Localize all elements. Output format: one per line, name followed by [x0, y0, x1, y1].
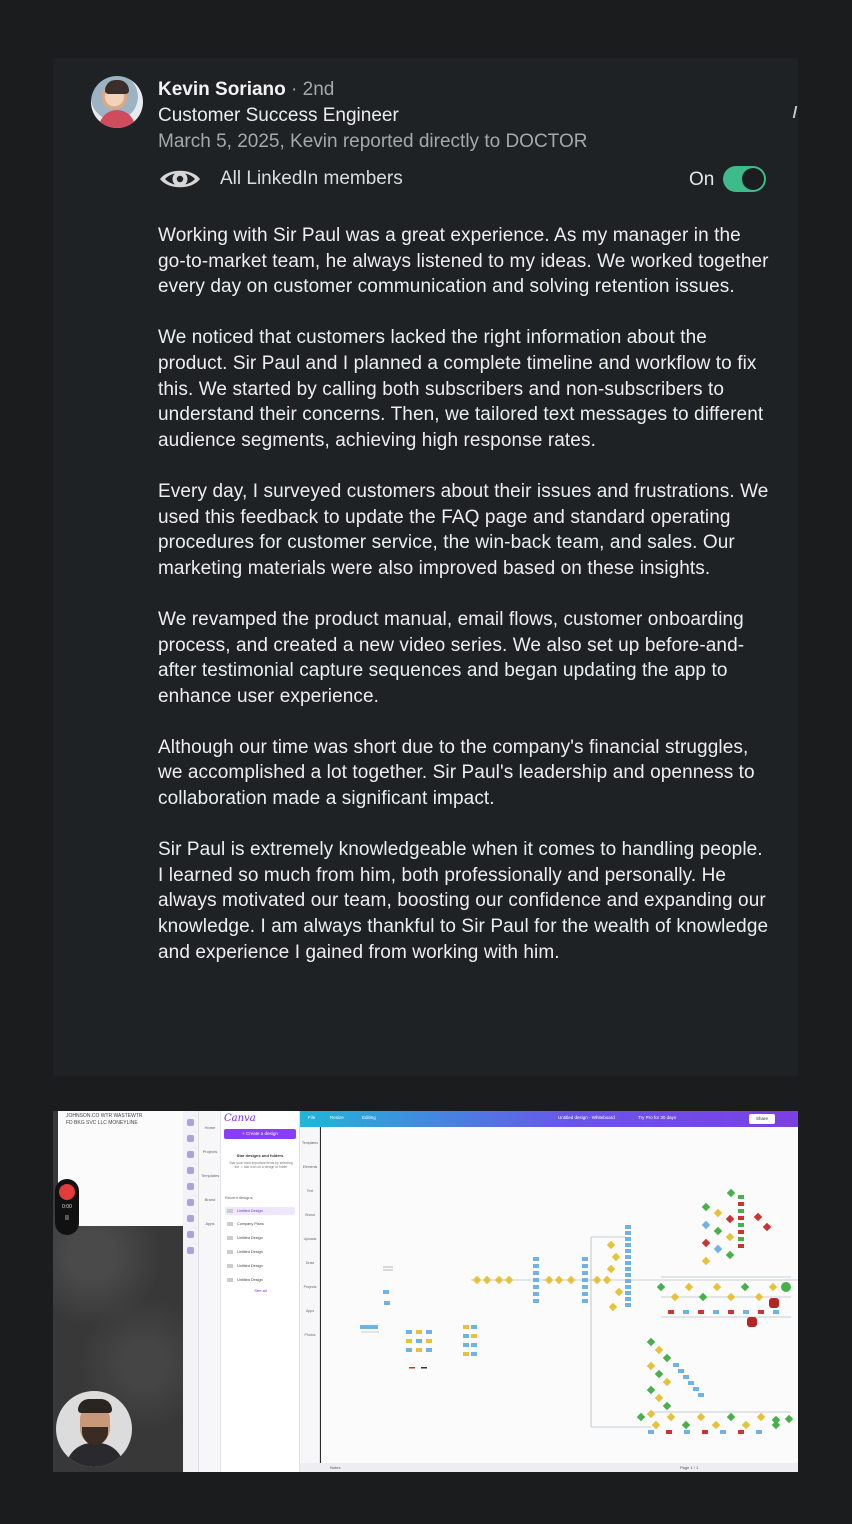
decision-node	[714, 1227, 722, 1235]
eye-icon	[158, 165, 202, 193]
canva-nav	[199, 1111, 221, 1472]
app-icon[interactable]	[187, 1119, 194, 1126]
decision-node	[663, 1378, 671, 1386]
process-node	[366, 1325, 372, 1329]
cam-hair	[78, 1399, 112, 1413]
see-all-link[interactable]: See all	[254, 1288, 267, 1293]
side-uploads[interactable]: Uploads	[303, 1237, 317, 1241]
process-node	[758, 1310, 764, 1314]
process-node	[360, 1325, 366, 1329]
process-node	[582, 1264, 588, 1268]
paragraph: Working with Sir Paul was a great experience. As my manager in the go-to-market team, he always listened to my ideas. We worked together every day on customer communication and solving retention issues.	[158, 225, 769, 298]
decision-node	[763, 1223, 771, 1231]
decision-node	[609, 1303, 617, 1311]
decision-node	[505, 1276, 513, 1284]
nav-brand[interactable]: Brand	[204, 1197, 216, 1202]
process-node	[698, 1310, 704, 1314]
recommendation-date: March 5, 2025, Kevin reported directly to DOCTOR	[158, 131, 588, 152]
embedded-screenshot[interactable]	[53, 1111, 798, 1472]
recent-designs-title: Recent designs	[225, 1195, 253, 1200]
process-node	[426, 1339, 432, 1343]
end-node	[781, 1282, 791, 1292]
decision-node	[555, 1276, 563, 1284]
process-node	[684, 1430, 690, 1434]
process-node	[738, 1223, 744, 1227]
annotation	[409, 1367, 415, 1369]
process-node	[406, 1348, 412, 1352]
decision-node	[663, 1402, 671, 1410]
visibility-toggle[interactable]	[723, 166, 766, 192]
process-node	[406, 1339, 412, 1343]
process-node	[625, 1285, 631, 1289]
decision-node	[702, 1239, 710, 1247]
process-node	[582, 1271, 588, 1275]
avatar[interactable]	[91, 76, 143, 128]
process-node	[533, 1299, 539, 1303]
decision-node	[742, 1421, 750, 1429]
app-icon[interactable]	[187, 1199, 194, 1206]
process-node	[738, 1202, 744, 1206]
profile-name[interactable]: Kevin Soriano	[158, 79, 286, 100]
decision-node	[702, 1257, 710, 1265]
side-brand[interactable]: Brand	[305, 1213, 315, 1217]
process-node	[406, 1330, 412, 1334]
process-node	[533, 1285, 539, 1289]
nav-home[interactable]: Home	[204, 1125, 216, 1130]
decision-node	[655, 1394, 663, 1402]
process-node	[471, 1325, 477, 1329]
process-node	[625, 1243, 631, 1247]
nav-apps[interactable]: Apps	[205, 1221, 215, 1226]
process-node	[738, 1430, 744, 1434]
browser-sidebar	[183, 1111, 199, 1472]
side-apps[interactable]: Apps	[306, 1309, 314, 1313]
decision-node	[702, 1203, 710, 1211]
process-node	[698, 1393, 704, 1397]
side-projects[interactable]: Projects	[303, 1285, 317, 1289]
decision-node	[741, 1283, 749, 1291]
name-line	[158, 79, 334, 101]
process-node	[738, 1230, 744, 1234]
process-node	[688, 1381, 694, 1385]
process-node	[648, 1430, 654, 1434]
avatar-shirt	[99, 110, 135, 128]
pause-button[interactable]: II	[65, 1215, 69, 1222]
doc-line: JOHNSON.CO WTR WASTEWTR	[66, 1113, 143, 1119]
decision-node	[657, 1283, 665, 1291]
process-node	[738, 1244, 744, 1248]
decision-node	[726, 1215, 734, 1223]
cam-beard	[82, 1427, 108, 1445]
process-node	[720, 1430, 726, 1434]
recommendation-card	[53, 58, 798, 1076]
process-node	[372, 1325, 378, 1329]
menu-resize[interactable]: Resize	[330, 1115, 344, 1120]
nav-templates[interactable]: Templates	[201, 1173, 220, 1178]
cam-body	[66, 1443, 124, 1467]
toggle-knob	[742, 168, 764, 190]
side-text[interactable]: Text	[306, 1189, 314, 1193]
edge-mark	[793, 106, 798, 118]
app-icon[interactable]	[187, 1247, 194, 1254]
process-node	[738, 1216, 744, 1220]
editor-status-bar	[300, 1463, 798, 1472]
annotation	[421, 1367, 427, 1369]
decision-node	[647, 1362, 655, 1370]
decision-node	[593, 1276, 601, 1284]
decision-node	[637, 1413, 645, 1421]
paragraph: Although our time was short due to the company's financial struggles, we accomplished a lot together. Sir Paul's leadership and openness to collaboration made a significant impact.	[158, 736, 755, 810]
decision-node	[647, 1338, 655, 1346]
profile-role: Customer Success Engineer	[158, 105, 399, 126]
recent-design-item[interactable]: Untitled Design	[225, 1207, 295, 1215]
decision-node	[483, 1276, 491, 1284]
process-node	[426, 1348, 432, 1352]
decision-node	[612, 1253, 620, 1261]
paragraph: We revamped the product manual, email flows, customer onboarding process, and created a new video series. We also set up before-and-after testimonial capture sequences and began updating the app to enhance user experience.	[158, 608, 745, 707]
canva-home-panel	[221, 1111, 300, 1472]
process-node	[463, 1343, 469, 1347]
decision-node	[699, 1293, 707, 1301]
decision-node	[727, 1189, 735, 1197]
decision-node	[726, 1251, 734, 1259]
decision-node	[615, 1288, 623, 1296]
decision-node	[682, 1421, 690, 1429]
notes-button[interactable]: Notes	[330, 1465, 341, 1470]
recorder-time: 0:00	[62, 1204, 72, 1210]
process-node	[625, 1237, 631, 1241]
side-draw[interactable]: Draw	[305, 1261, 315, 1265]
process-node	[666, 1430, 672, 1434]
process-node	[625, 1267, 631, 1271]
menu-editing[interactable]: Editing	[362, 1115, 376, 1120]
process-node	[625, 1255, 631, 1259]
decision-node	[754, 1213, 762, 1221]
editor-side-panel	[300, 1127, 320, 1472]
decision-node	[603, 1276, 611, 1284]
end-node	[747, 1317, 757, 1327]
webcam-bubble	[56, 1391, 132, 1467]
process-node	[582, 1299, 588, 1303]
process-node	[683, 1375, 689, 1379]
process-node	[625, 1225, 631, 1229]
process-node	[625, 1303, 631, 1307]
recorder-controls	[55, 1179, 79, 1235]
decision-node	[714, 1209, 722, 1217]
process-node	[582, 1285, 588, 1289]
process-node	[773, 1310, 779, 1314]
decision-node	[567, 1276, 575, 1284]
decision-node	[755, 1293, 763, 1301]
create-design-button[interactable]: + Create a design	[224, 1129, 296, 1139]
decision-node	[671, 1293, 679, 1301]
decision-node	[769, 1283, 777, 1291]
page-indicator: Page 1 / 1	[680, 1465, 699, 1470]
decision-node	[667, 1413, 675, 1421]
decision-node	[702, 1221, 710, 1229]
side-photos[interactable]: Photos	[304, 1333, 316, 1337]
recent-design-item[interactable]: Company Plans	[225, 1220, 295, 1228]
toggle-label: On	[689, 169, 715, 190]
process-node	[738, 1195, 744, 1199]
process-node	[625, 1279, 631, 1283]
process-node	[463, 1334, 469, 1338]
decision-node	[713, 1283, 721, 1291]
recent-design-item[interactable]: Untitled Design	[225, 1248, 295, 1256]
decision-node	[655, 1370, 663, 1378]
app-icon[interactable]	[187, 1151, 194, 1158]
decision-node	[647, 1386, 655, 1394]
app-icon[interactable]	[187, 1183, 194, 1190]
process-node	[693, 1387, 699, 1391]
pro-trial-button[interactable]: Try Pro for 30 days	[638, 1115, 677, 1120]
process-node	[463, 1352, 469, 1356]
process-node	[683, 1310, 689, 1314]
process-node	[533, 1271, 539, 1275]
decision-node	[663, 1354, 671, 1362]
desktop-background	[53, 1111, 183, 1472]
process-node	[383, 1290, 389, 1294]
decision-node	[727, 1293, 735, 1301]
decision-node	[607, 1265, 615, 1273]
process-node	[625, 1261, 631, 1265]
flowchart-diagram	[321, 1127, 798, 1463]
doc-title[interactable]: Untitled design - Whiteboard	[558, 1115, 615, 1120]
process-node	[668, 1310, 674, 1314]
visibility-label: All LinkedIn members	[220, 168, 403, 189]
process-node	[416, 1339, 422, 1343]
process-node	[673, 1363, 679, 1367]
side-elements[interactable]: Elements	[302, 1165, 318, 1169]
decision-node	[757, 1413, 765, 1421]
decision-node	[545, 1276, 553, 1284]
process-node	[471, 1334, 477, 1338]
process-node	[625, 1273, 631, 1277]
decision-node	[714, 1245, 722, 1253]
star-title: Star designs and folders	[236, 1153, 284, 1158]
visibility-row	[158, 162, 766, 196]
process-node	[471, 1352, 477, 1356]
doc-line: FD BKG SVC LLC MONEYLINE	[66, 1120, 138, 1126]
process-node	[533, 1257, 539, 1261]
process-node	[756, 1430, 762, 1434]
decision-node	[785, 1415, 793, 1423]
process-node	[582, 1292, 588, 1296]
decision-node	[473, 1276, 481, 1284]
connection-degree: · 2nd	[291, 79, 335, 100]
app-icon[interactable]	[187, 1167, 194, 1174]
app-icon[interactable]	[187, 1135, 194, 1142]
paragraph: We noticed that customers lacked the right information about the product. Sir Paul and I planned a complete timeline and workflow to fix this. We started by calling both subscribers and non-subscribers to understand their concerns. Then, we tailored text messages to different audience segments, achieving high response rates.	[158, 327, 764, 451]
recent-design-item[interactable]: Untitled Design	[225, 1276, 295, 1284]
process-node	[533, 1278, 539, 1282]
process-node	[416, 1330, 422, 1334]
process-node	[678, 1369, 684, 1373]
process-node	[463, 1325, 469, 1329]
decision-node	[655, 1346, 663, 1354]
process-node	[728, 1310, 734, 1314]
recommendation-text	[158, 223, 770, 991]
process-node	[625, 1249, 631, 1253]
process-node	[713, 1310, 719, 1314]
app-icon[interactable]	[187, 1215, 194, 1222]
decision-node	[712, 1421, 720, 1429]
process-node	[384, 1301, 390, 1305]
side-templates[interactable]: Templates	[302, 1141, 318, 1145]
decision-node	[772, 1416, 780, 1424]
process-node	[582, 1278, 588, 1282]
process-node	[533, 1292, 539, 1296]
decision-node	[495, 1276, 503, 1284]
decision-node	[652, 1421, 660, 1429]
share-button[interactable]: Share	[749, 1114, 775, 1124]
nav-projects[interactable]: Projects	[202, 1149, 218, 1154]
decision-node	[697, 1413, 705, 1421]
whiteboard-canvas[interactable]	[321, 1127, 798, 1463]
recent-design-item[interactable]: Untitled Design	[225, 1262, 295, 1270]
decision-node	[685, 1283, 693, 1291]
process-node	[738, 1237, 744, 1241]
editor-toolbar	[300, 1111, 798, 1127]
paragraph: Every day, I surveyed customers about their issues and frustrations. We used this feedback to update the FAQ page and standard operating procedures for customer service, the win-back team, and sales. Our marketing materials were also improved based on these insights.	[158, 480, 769, 579]
process-node	[533, 1264, 539, 1268]
star-subtitle: Star your most important items by selecting the ☆ star icon on a design or folder	[229, 1161, 293, 1169]
process-node	[426, 1330, 432, 1334]
decision-node	[726, 1233, 734, 1241]
process-node	[738, 1209, 744, 1213]
process-node	[582, 1257, 588, 1261]
canva-logo[interactable]: Canva	[224, 1113, 256, 1124]
end-node	[769, 1298, 779, 1308]
process-node	[471, 1343, 477, 1347]
paragraph: Sir Paul is extremely knowledgeable when it comes to handling people. I learned so much from him, both professionally and personally. He always motivated our team, boosting our confidence and expanding our knowledge. I am always thankful to Sir Paul for the wealth of knowledge and experience I gained from working with him.	[158, 839, 769, 963]
recent-design-item[interactable]: Untitled Design	[225, 1234, 295, 1242]
app-icon[interactable]	[187, 1231, 194, 1238]
stop-record-button[interactable]	[59, 1184, 75, 1200]
process-node	[743, 1310, 749, 1314]
decision-node	[607, 1241, 615, 1249]
process-node	[416, 1348, 422, 1352]
menu-file[interactable]: File	[308, 1115, 316, 1120]
decision-node	[647, 1410, 655, 1418]
process-node	[702, 1430, 708, 1434]
decision-node	[727, 1413, 735, 1421]
process-node	[625, 1297, 631, 1301]
process-node	[625, 1291, 631, 1295]
process-node	[625, 1231, 631, 1235]
